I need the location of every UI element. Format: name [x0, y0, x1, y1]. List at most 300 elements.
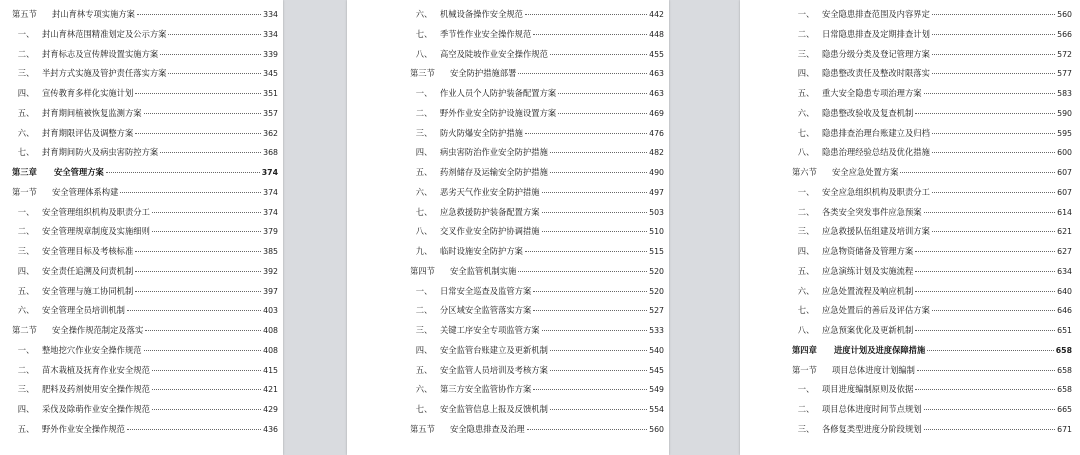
- toc-subsection-entry[interactable]: [410, 400, 664, 420]
- toc-page-number: 554: [649, 405, 664, 414]
- toc-page-number: 577: [1057, 69, 1072, 79]
- toc-subsection-entry[interactable]: [12, 262, 278, 282]
- toc-subsection-entry[interactable]: [792, 84, 1072, 104]
- toc-entry-title: 日常隐患排查及定期排查计划: [822, 28, 930, 39]
- toc-entry-title: 宣传教育多样化实施计划: [42, 88, 134, 98]
- toc-entry-number: 六、: [415, 186, 433, 197]
- toc-page-number: 334: [263, 10, 278, 19]
- toc-subsection-entry[interactable]: [12, 222, 278, 242]
- toc-section-entry[interactable]: [410, 262, 664, 282]
- toc-list: [12, 0, 278, 440]
- toc-dot-leader: [106, 172, 260, 173]
- toc-page-number: 627: [1057, 247, 1072, 256]
- toc-entry-title: 应急演练计划及实施流程: [822, 265, 914, 276]
- toc-subsection-entry[interactable]: [12, 124, 278, 144]
- toc-entry-number: 二、: [797, 28, 815, 39]
- toc-section-entry[interactable]: [12, 183, 278, 203]
- toc-dot-leader: [160, 152, 261, 153]
- toc-page-number: 408: [263, 326, 278, 335]
- toc-page-number: 421: [263, 385, 278, 395]
- toc-entry-title: 隐患分级分类及登记管理方案: [822, 48, 930, 59]
- toc-dot-leader: [915, 330, 1055, 331]
- toc-subsection-entry[interactable]: [792, 282, 1072, 302]
- toc-dot-leader: [550, 152, 647, 153]
- toc-entry-title: 第三方安全监管协作方案: [440, 384, 532, 395]
- toc-entry-title: 应急救援防护装备配置方案: [440, 206, 540, 217]
- toc-page-number: 463: [649, 89, 664, 98]
- toc-entry-title: 应急救援队伍组建及培训方案: [822, 226, 930, 237]
- toc-entry-number: 第一节: [12, 186, 37, 197]
- toc-entry-title: 封育期间防火及病虫害防控方案: [42, 147, 159, 158]
- toc-entry-title: 交叉作业安全防护协调措施: [440, 226, 540, 237]
- toc-page-3: [740, 0, 1080, 455]
- toc-entry-title: 安全监管台账建立及更新机制: [440, 344, 548, 355]
- toc-dot-leader: [932, 34, 1055, 35]
- toc-entry-title: 项目总体进度时间节点规划: [822, 404, 922, 414]
- toc-dot-leader: [542, 212, 648, 213]
- toc-entry-title: 季节性作业安全操作规范: [440, 28, 532, 39]
- toc-entry-number: 二、: [17, 226, 35, 237]
- toc-page-number: 429: [263, 405, 278, 414]
- toc-page-number: 658: [1057, 385, 1072, 395]
- toc-section-entry[interactable]: [12, 5, 278, 25]
- toc-dot-leader: [525, 14, 647, 15]
- toc-entry-title: 项目进度编制原则及依据: [822, 384, 914, 395]
- toc-subsection-entry[interactable]: [410, 301, 664, 321]
- toc-entry-title: 隐患整改责任及整改时限落实: [822, 68, 930, 79]
- toc-page-number: 640: [1057, 286, 1072, 296]
- toc-entry-title: 半封方式实施及管护责任落实方案: [42, 68, 167, 79]
- toc-subsection-entry[interactable]: [792, 242, 1072, 262]
- toc-page-number: 345: [263, 69, 278, 79]
- toc-dot-leader: [932, 310, 1055, 311]
- toc-entry-title: 安全责任追溯及问责机制: [42, 265, 134, 276]
- toc-subsection-entry[interactable]: [792, 420, 1072, 440]
- toc-page-number: 583: [1057, 89, 1072, 98]
- toc-page-number: 357: [263, 108, 278, 118]
- toc-subsection-entry[interactable]: [410, 45, 664, 65]
- toc-dot-leader: [924, 212, 1056, 213]
- toc-dot-leader: [927, 350, 1053, 351]
- toc-dot-leader: [525, 133, 647, 134]
- toc-page-number: 442: [649, 10, 664, 19]
- toc-entry-number: 七、: [797, 305, 815, 316]
- toc-entry-title: 安全管理体系构建: [52, 186, 119, 197]
- toc-entry-number: 二、: [17, 364, 35, 375]
- toc-entry-title: 应急处置流程及响应机制: [822, 285, 914, 296]
- toc-dot-leader: [152, 370, 261, 371]
- toc-dot-leader: [932, 152, 1055, 153]
- toc-subsection-entry[interactable]: [410, 203, 664, 223]
- toc-section-entry[interactable]: [12, 321, 278, 341]
- toc-entry-number: 三、: [797, 48, 815, 59]
- toc-entry-title: 封育标志及宣传牌设置实施方案: [42, 48, 159, 59]
- toc-dot-leader: [932, 54, 1055, 55]
- toc-section-entry[interactable]: [410, 420, 664, 440]
- toc-subsection-entry[interactable]: [12, 420, 278, 440]
- toc-entry-number: 四、: [17, 265, 35, 276]
- toc-page-number: 482: [649, 148, 664, 158]
- toc-entry-title: 野外作业安全防护设施设置方案: [440, 107, 557, 118]
- toc-subsection-entry[interactable]: [792, 262, 1072, 282]
- toc-entry-number: 五、: [17, 423, 35, 434]
- toc-subsection-entry[interactable]: [792, 124, 1072, 144]
- toc-subsection-entry[interactable]: [12, 84, 278, 104]
- toc-subsection-entry[interactable]: [12, 25, 278, 45]
- toc-entry-title: 安全操作规范制定及落实: [52, 325, 144, 335]
- toc-entry-title: 安全隐患排查及治理: [450, 423, 525, 434]
- toc-entry-title: 药剂储存及运输安全防护措施: [440, 167, 548, 177]
- toc-entry-title: 高空及陡坡作业安全操作规范: [440, 48, 548, 59]
- toc-page-number: 607: [1057, 187, 1072, 197]
- toc-entry-number: 二、: [415, 107, 433, 118]
- toc-entry-title: 安全监管信息上报及反馈机制: [440, 404, 548, 414]
- toc-entry-title: 苗木栽植及抚育作业安全规范: [42, 364, 150, 375]
- toc-page-number: 392: [263, 266, 278, 276]
- toc-entry-number: 六、: [17, 305, 35, 316]
- toc-dot-leader: [160, 54, 261, 55]
- toc-entry-number: 五、: [797, 88, 815, 98]
- toc-page-number: 520: [649, 286, 664, 296]
- toc-dot-leader: [518, 73, 647, 74]
- toc-entry-number: 第四章: [792, 344, 817, 355]
- toc-page-number: 397: [263, 286, 278, 296]
- toc-entry-number: 一、: [797, 9, 815, 19]
- toc-entry-title: 各修复类型进度分阶段规划: [822, 423, 922, 434]
- toc-entry-number: 三、: [17, 384, 35, 395]
- toc-page-number: 658: [1057, 365, 1072, 375]
- toc-page-number: 515: [649, 247, 664, 256]
- toc-dot-leader: [550, 409, 647, 410]
- toc-entry-number: 第三节: [410, 68, 435, 79]
- toc-page-number: 520: [649, 266, 664, 276]
- toc-entry-number: 第一节: [792, 364, 817, 375]
- toc-page-number: 614: [1057, 207, 1072, 217]
- toc-page-number: 566: [1057, 29, 1072, 39]
- toc-entry-number: 三、: [415, 325, 433, 335]
- toc-section-entry[interactable]: [410, 64, 664, 84]
- toc-entry-number: 六、: [17, 127, 35, 138]
- toc-page-number: 351: [263, 89, 278, 98]
- toc-page-number: 621: [1057, 227, 1072, 237]
- toc-entry-number: 四、: [17, 404, 35, 414]
- toc-dot-leader: [542, 330, 648, 331]
- toc-entry-number: 四、: [415, 344, 433, 355]
- toc-entry-number: 七、: [415, 404, 433, 414]
- toc-page-number: 408: [263, 345, 278, 355]
- toc-chapter-entry[interactable]: [12, 163, 278, 183]
- toc-entry-title: 野外作业安全操作规范: [42, 423, 125, 434]
- toc-entry-number: 第五节: [12, 9, 37, 19]
- toc-page-number: 572: [1057, 49, 1072, 59]
- toc-dot-leader: [550, 172, 647, 173]
- toc-entry-number: 六、: [415, 9, 433, 19]
- toc-subsection-entry[interactable]: [410, 25, 664, 45]
- toc-entry-number: 五、: [17, 285, 35, 296]
- toc-entry-title: 恶劣天气作业安全防护措施: [440, 186, 540, 197]
- toc-entry-title: 整地挖穴作业安全操作规范: [42, 344, 142, 355]
- toc-dot-leader: [924, 429, 1056, 430]
- toc-entry-number: 七、: [797, 127, 815, 138]
- toc-entry-number: 九、: [415, 246, 433, 256]
- toc-subsection-entry[interactable]: [12, 341, 278, 361]
- toc-dot-leader: [558, 113, 647, 114]
- toc-entry-number: 一、: [415, 88, 433, 98]
- toc-subsection-entry[interactable]: [12, 143, 278, 163]
- toc-subsection-entry[interactable]: [792, 143, 1072, 163]
- toc-dot-leader: [915, 271, 1055, 272]
- toc-page-number: 671: [1057, 424, 1072, 434]
- toc-subsection-entry[interactable]: [410, 380, 664, 400]
- toc-page-number: 634: [1057, 266, 1072, 276]
- toc-entry-number: 七、: [415, 206, 433, 217]
- toc-entry-number: 六、: [415, 384, 433, 395]
- toc-subsection-entry[interactable]: [12, 361, 278, 381]
- toc-subsection-entry[interactable]: [12, 380, 278, 400]
- toc-page-number: 560: [1057, 10, 1072, 19]
- toc-page-number: 334: [263, 29, 278, 39]
- toc-dot-leader: [135, 291, 261, 292]
- toc-subsection-entry[interactable]: [410, 124, 664, 144]
- toc-entry-title: 隐患整改验收及复查机制: [822, 107, 914, 118]
- toc-dot-leader: [135, 251, 261, 252]
- toc-subsection-entry[interactable]: [12, 301, 278, 321]
- toc-dot-leader: [527, 429, 647, 430]
- toc-subsection-entry[interactable]: [410, 163, 664, 183]
- toc-subsection-entry[interactable]: [792, 301, 1072, 321]
- toc-entry-number: 二、: [415, 305, 433, 316]
- toc-entry-number: 七、: [415, 28, 433, 39]
- toc-dot-leader: [120, 192, 261, 193]
- toc-subsection-entry[interactable]: [12, 282, 278, 302]
- toc-entry-number: 五、: [415, 364, 433, 375]
- toc-subsection-entry[interactable]: [12, 45, 278, 65]
- toc-entry-title: 各类安全突发事件应急预案: [822, 206, 922, 217]
- toc-page-number: 362: [263, 128, 278, 138]
- toc-entry-title: 关键工序安全专项监管方案: [440, 325, 540, 335]
- toc-dot-leader: [168, 34, 261, 35]
- toc-page-number: 510: [649, 227, 664, 237]
- toc-dot-leader: [152, 212, 261, 213]
- toc-entry-title: 安全管理全员培训机制: [42, 305, 125, 316]
- toc-entry-number: 四、: [415, 147, 433, 158]
- toc-subsection-entry[interactable]: [410, 183, 664, 203]
- toc-subsection-entry[interactable]: [12, 400, 278, 420]
- toc-page-number: 339: [263, 49, 278, 59]
- toc-page-number: 590: [1057, 108, 1072, 118]
- toc-page-number: 549: [649, 385, 664, 395]
- toc-page-1: [0, 0, 283, 455]
- toc-dot-leader: [137, 14, 261, 15]
- toc-dot-leader: [550, 370, 647, 371]
- toc-dot-leader: [135, 133, 261, 134]
- toc-page-number: 415: [263, 365, 278, 375]
- toc-entry-title: 应急处置后的善后及评估方案: [822, 305, 930, 316]
- toc-entry-number: 第六节: [792, 167, 817, 177]
- toc-dot-leader: [915, 291, 1055, 292]
- toc-subsection-entry[interactable]: [410, 104, 664, 124]
- toc-entry-title: 安全管理方案: [54, 167, 104, 177]
- toc-entry-number: 八、: [797, 325, 815, 335]
- toc-subsection-entry[interactable]: [410, 222, 664, 242]
- toc-subsection-entry[interactable]: [410, 341, 664, 361]
- toc-dot-leader: [152, 409, 261, 410]
- toc-page-number: 385: [263, 247, 278, 256]
- toc-page-number: 497: [649, 187, 664, 197]
- toc-entry-number: 五、: [415, 167, 433, 177]
- toc-subsection-entry[interactable]: [792, 5, 1072, 25]
- toc-dot-leader: [127, 310, 261, 311]
- toc-subsection-entry[interactable]: [792, 203, 1072, 223]
- toc-dot-leader: [533, 34, 647, 35]
- toc-entry-title: 防火防爆安全防护措施: [440, 127, 523, 138]
- toc-dot-leader: [550, 54, 647, 55]
- toc-entry-title: 采伐及除萌作业安全操作规范: [42, 404, 150, 414]
- toc-dot-leader: [533, 389, 647, 390]
- toc-subsection-entry[interactable]: [410, 282, 664, 302]
- toc-section-entry[interactable]: [792, 361, 1072, 381]
- toc-subsection-entry[interactable]: [410, 242, 664, 262]
- toc-page-number: 379: [263, 227, 278, 237]
- toc-subsection-entry[interactable]: [792, 45, 1072, 65]
- toc-entry-number: 第三章: [12, 167, 37, 177]
- toc-entry-title: 作业人员个人防护装备配置方案: [440, 88, 557, 98]
- toc-dot-leader: [915, 389, 1055, 390]
- toc-dot-leader: [915, 113, 1055, 114]
- toc-page-number: 448: [649, 29, 664, 39]
- toc-entry-number: 四、: [797, 246, 815, 256]
- toc-entry-title: 日常安全巡查及监管方案: [440, 285, 532, 296]
- toc-entry-number: 六、: [797, 107, 815, 118]
- toc-entry-number: 三、: [415, 127, 433, 138]
- toc-entry-number: 八、: [797, 147, 815, 158]
- toc-page-number: 469: [649, 108, 664, 118]
- toc-dot-leader: [144, 350, 262, 351]
- toc-page-number: 455: [649, 49, 664, 59]
- toc-dot-leader: [932, 73, 1055, 74]
- toc-page-number: 658: [1055, 345, 1072, 355]
- toc-entry-title: 安全应急组织机构及职责分工: [822, 186, 930, 197]
- toc-entry-number: 八、: [415, 226, 433, 237]
- toc-entry-title: 病虫害防治作业安全防护措施: [440, 147, 548, 158]
- toc-dot-leader: [533, 291, 647, 292]
- toc-subsection-entry[interactable]: [410, 5, 664, 25]
- toc-page-number: 646: [1057, 306, 1072, 316]
- toc-dot-leader: [525, 251, 647, 252]
- toc-entry-title: 安全管理目标及考核标准: [42, 246, 134, 256]
- toc-entry-title: 安全隐患排查范围及内容界定: [822, 9, 930, 19]
- toc-subsection-entry[interactable]: [12, 104, 278, 124]
- toc-page-number: 374: [263, 207, 278, 217]
- toc-page-number: 560: [649, 424, 664, 434]
- toc-subsection-entry[interactable]: [792, 380, 1072, 400]
- toc-entry-number: 七、: [17, 147, 35, 158]
- toc-dot-leader: [145, 330, 261, 331]
- toc-dot-leader: [542, 231, 648, 232]
- toc-page-number: 368: [263, 148, 278, 158]
- toc-entry-number: 八、: [415, 48, 433, 59]
- toc-entry-title: 安全管理组织机构及职责分工: [42, 206, 150, 217]
- toc-dot-leader: [932, 133, 1055, 134]
- toc-dot-leader: [932, 14, 1055, 15]
- toc-page-number: 403: [263, 306, 278, 316]
- toc-entry-title: 重大安全隐患专项治理方案: [822, 88, 922, 98]
- toc-dot-leader: [144, 113, 262, 114]
- toc-dot-leader: [558, 93, 647, 94]
- toc-dot-leader: [127, 429, 261, 430]
- toc-subsection-entry[interactable]: [12, 242, 278, 262]
- toc-entry-title: 应急预案优化及更新机制: [822, 325, 914, 335]
- toc-entry-number: 二、: [797, 404, 815, 414]
- toc-dot-leader: [152, 389, 261, 390]
- toc-subsection-entry[interactable]: [792, 104, 1072, 124]
- toc-entry-title: 隐患排查治理台账建立及归档: [822, 127, 930, 138]
- toc-dot-leader: [915, 251, 1055, 252]
- toc-subsection-entry[interactable]: [410, 143, 664, 163]
- toc-subsection-entry[interactable]: [792, 400, 1072, 420]
- toc-dot-leader: [152, 231, 261, 232]
- toc-entry-number: 一、: [17, 28, 35, 39]
- toc-dot-leader: [168, 73, 261, 74]
- toc-entry-number: 二、: [797, 206, 815, 217]
- toc-entry-number: 第四节: [410, 265, 435, 276]
- toc-subsection-entry[interactable]: [792, 321, 1072, 341]
- toc-subsection-entry[interactable]: [410, 321, 664, 341]
- toc-subsection-entry[interactable]: [12, 203, 278, 223]
- toc-entry-number: 一、: [17, 344, 35, 355]
- toc-entry-title: 安全防护措施部署: [450, 68, 517, 79]
- toc-entry-number: 三、: [17, 246, 35, 256]
- toc-entry-number: 一、: [797, 384, 815, 395]
- toc-entry-title: 机械设备操作安全规范: [440, 9, 523, 19]
- toc-subsection-entry[interactable]: [792, 183, 1072, 203]
- toc-entry-number: 四、: [17, 88, 35, 98]
- toc-page-number: 527: [649, 306, 664, 316]
- toc-page-number: 436: [263, 424, 278, 434]
- toc-entry-title: 应急物资储备及管理方案: [822, 246, 914, 256]
- toc-page-number: 595: [1057, 128, 1072, 138]
- toc-page-number: 374: [261, 168, 278, 177]
- toc-dot-leader: [135, 271, 261, 272]
- toc-entry-title: 封山育林范围精准划定及公示方案: [42, 28, 167, 39]
- toc-dot-leader: [533, 310, 647, 311]
- toc-dot-leader: [135, 93, 261, 94]
- toc-chapter-entry[interactable]: [792, 341, 1072, 361]
- toc-page-number: 463: [649, 69, 664, 79]
- toc-subsection-entry[interactable]: [12, 64, 278, 84]
- toc-entry-title: 安全管理规章制度及实施细则: [42, 226, 150, 237]
- toc-entry-number: 第二节: [12, 325, 37, 335]
- toc-dot-leader: [924, 409, 1056, 410]
- toc-subsection-entry[interactable]: [792, 64, 1072, 84]
- toc-entry-number: 五、: [17, 107, 35, 118]
- toc-subsection-entry[interactable]: [410, 361, 664, 381]
- toc-entry-title: 安全监管人员培训及考核方案: [440, 364, 548, 375]
- toc-dot-leader: [932, 231, 1055, 232]
- toc-section-entry[interactable]: [792, 163, 1072, 183]
- toc-dot-leader: [542, 192, 648, 193]
- toc-subsection-entry[interactable]: [792, 222, 1072, 242]
- toc-page-number: 651: [1057, 326, 1072, 335]
- toc-page-number: 490: [649, 168, 664, 177]
- toc-subsection-entry[interactable]: [410, 84, 664, 104]
- toc-subsection-entry[interactable]: [792, 25, 1072, 45]
- toc-list: [410, 0, 664, 440]
- toc-page-number: 374: [263, 187, 278, 197]
- toc-entry-title: 临时设施安全防护方案: [440, 246, 523, 256]
- toc-entry-number: 第五节: [410, 423, 435, 434]
- toc-page-2: [347, 0, 669, 455]
